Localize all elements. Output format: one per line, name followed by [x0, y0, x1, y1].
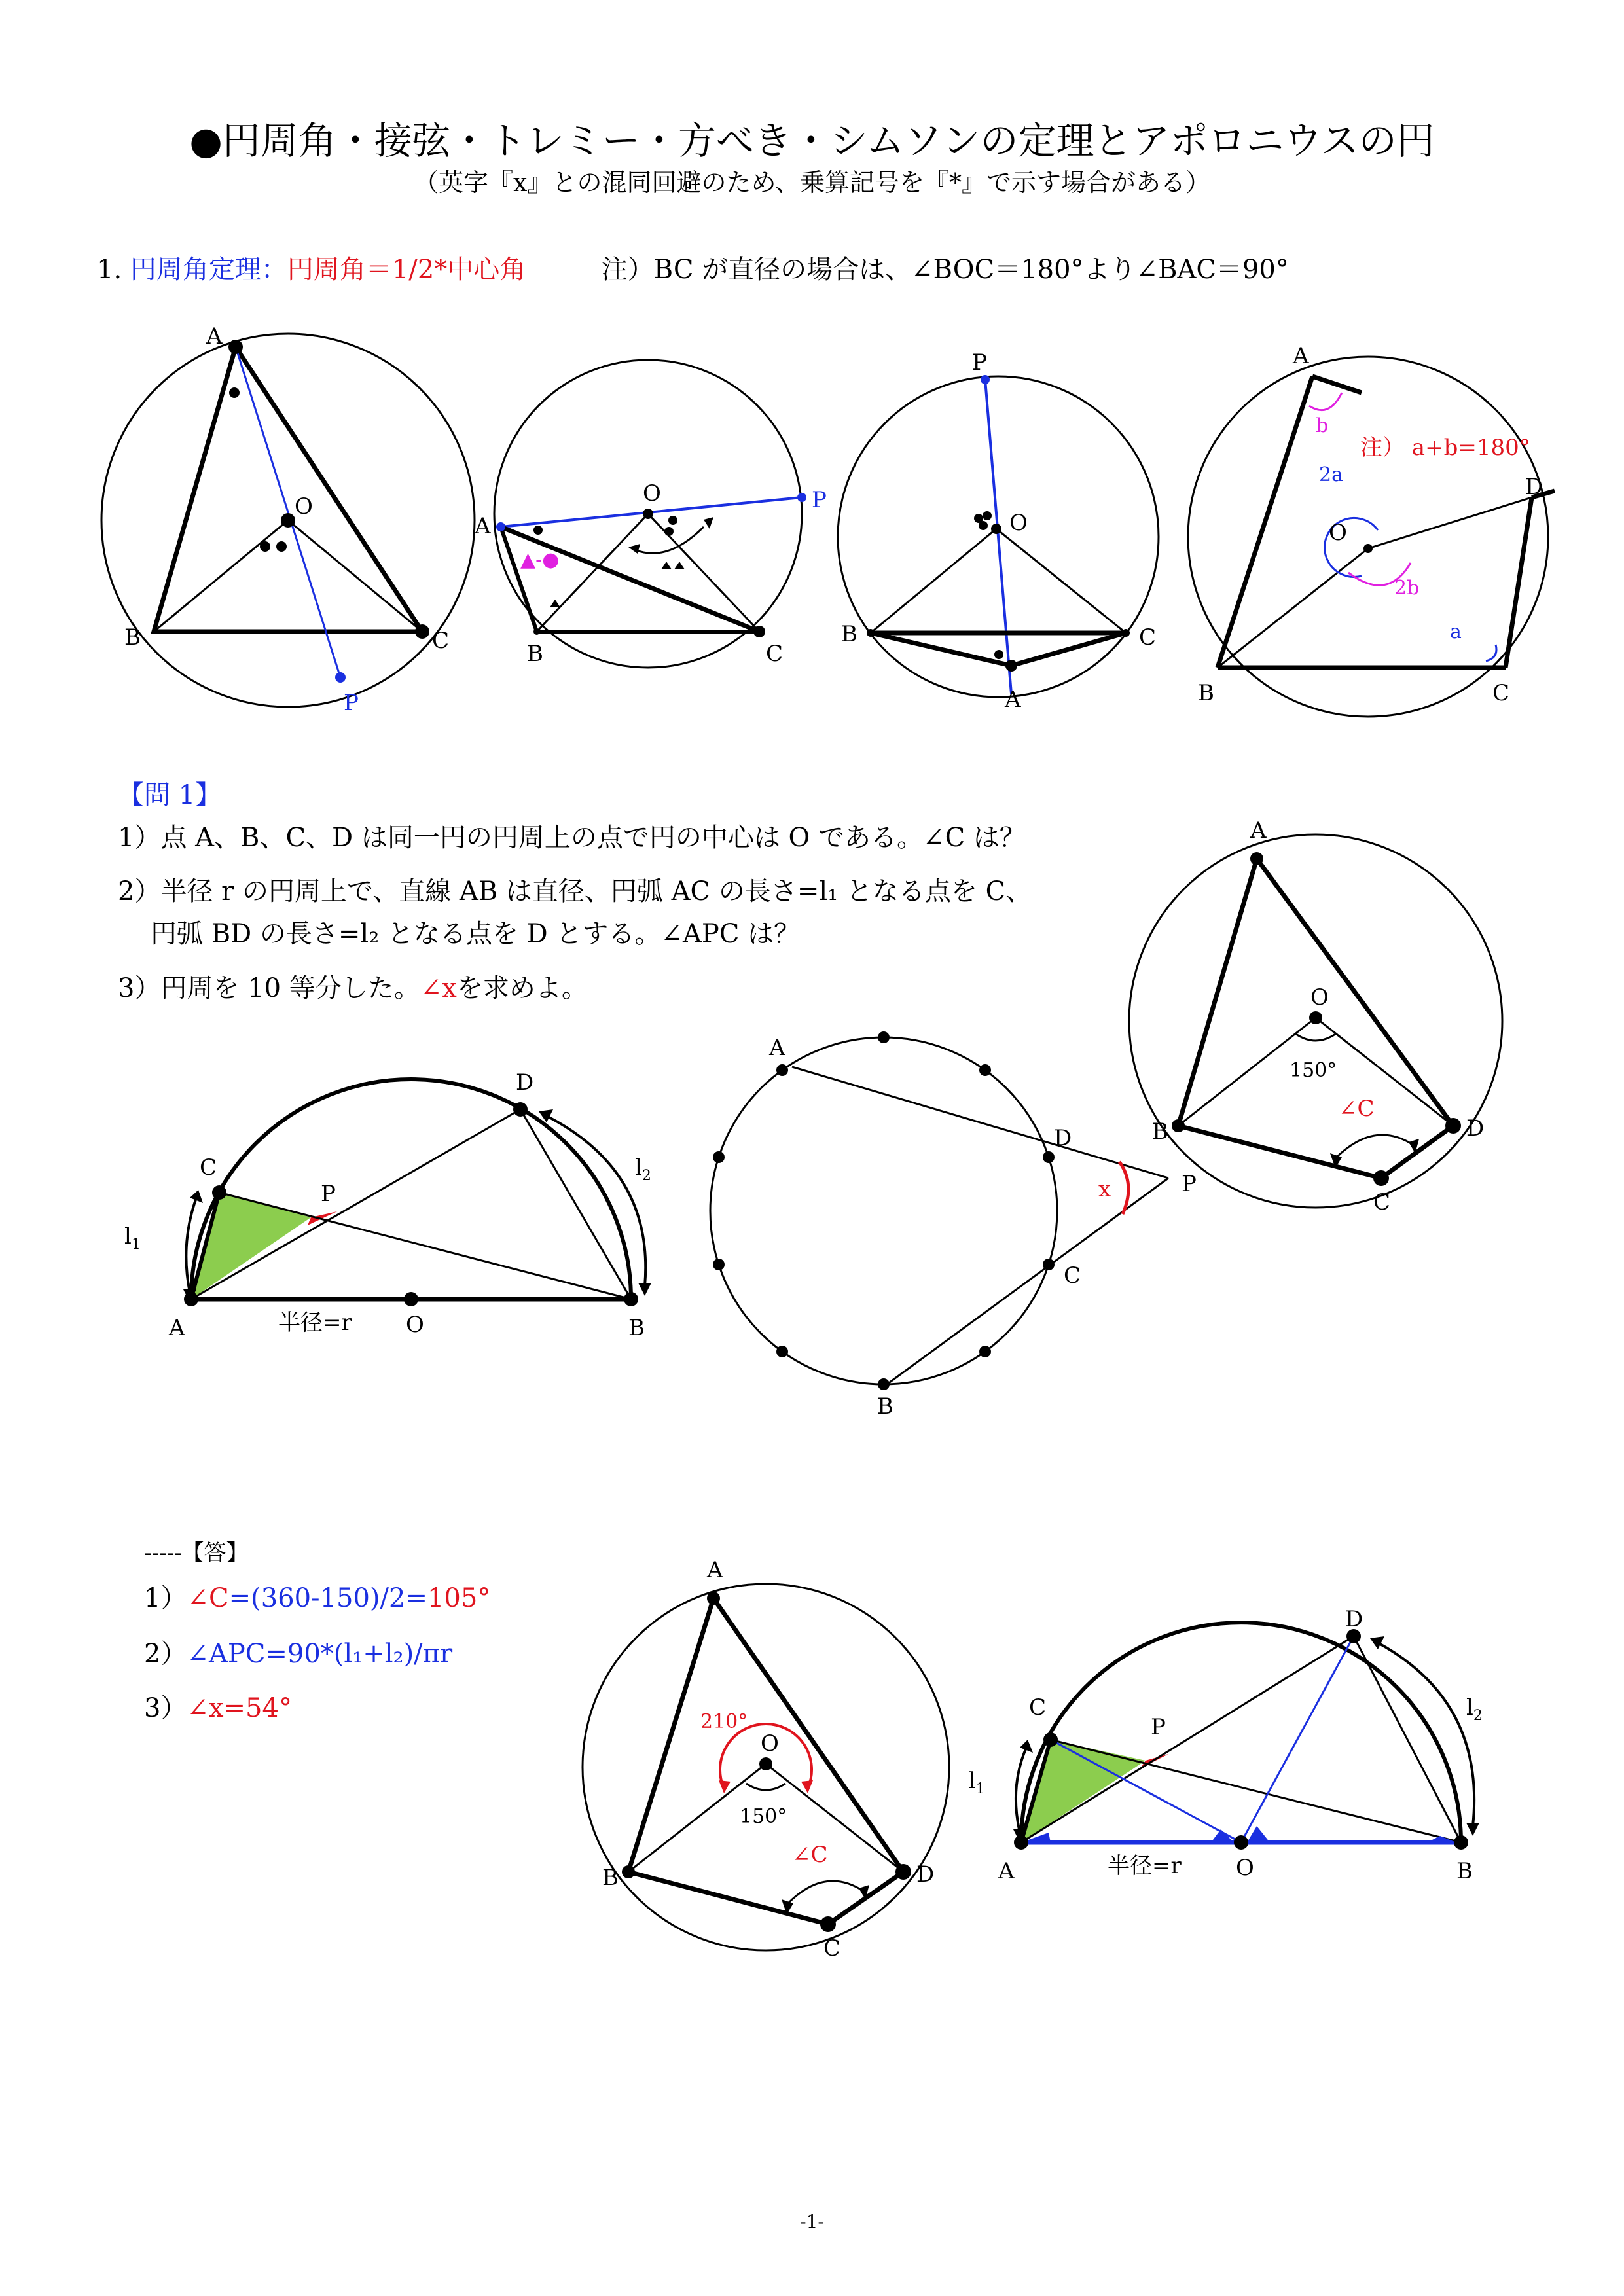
semi-label-radius: 半径=r: [278, 1310, 352, 1336]
q1c-label-a: A: [1250, 817, 1267, 844]
page-subtitle: （英字『x』との混同回避のため、乗算記号を『*』で示す場合がある）: [414, 168, 1210, 197]
section1-formula: 円周角＝1/2*中心角: [287, 255, 526, 285]
figure1-circle: [98, 323, 465, 720]
fig3-label-a: A: [1005, 687, 1021, 713]
ans-s-label-b: B: [1456, 1858, 1473, 1884]
dec-label-x: x: [1098, 1176, 1111, 1202]
answer-2: 2）∠APC=90*(l₁+l₂)/πr: [144, 1639, 453, 1669]
ans-s-label-o: O: [1236, 1855, 1254, 1881]
section1-heading: [97, 249, 1289, 286]
ans-c-label-d: D: [916, 1861, 935, 1888]
page-title: ●円周角・接弦・トレミー・方べき・シムソンの定理とアポロニウスの円: [189, 118, 1435, 163]
fig4-label-a-angle: a: [1450, 620, 1462, 643]
ans-c-label-a: A: [707, 1557, 723, 1583]
semi-label-o: O: [406, 1312, 424, 1338]
ans-c-label-c: C: [823, 1935, 841, 1962]
fig3-label-b: B: [841, 621, 857, 647]
answer-1: 1）∠C=(360-150)/2=105°: [144, 1583, 491, 1613]
ans-c-label-210: 210°: [700, 1710, 748, 1733]
fig2-label-o: O: [643, 480, 661, 507]
problem1-heading: 【問 1】: [118, 780, 222, 810]
fig4-label-2b: 2b: [1394, 577, 1420, 600]
fig3-label-o: O: [1009, 510, 1028, 536]
semicircle-figure: [118, 1067, 694, 1348]
fig1-label-b: B: [124, 624, 141, 651]
ans-s-label-a: A: [998, 1858, 1015, 1884]
circle-q1-figure: [1126, 812, 1519, 1230]
problem1-item3-x: ∠x: [420, 973, 457, 1003]
q1c-label-b: B: [1152, 1119, 1168, 1145]
figure4-circle: [1178, 340, 1545, 720]
fig3-label-p: P: [972, 350, 987, 376]
q1c-label-c: C: [1373, 1189, 1391, 1215]
page-number: -1-: [800, 2211, 824, 2233]
problem1-item2-cont: 円弧 BD の長さ=l₂ となる点を D とする。∠APC は？: [151, 919, 801, 949]
semi-label-p: P: [321, 1181, 336, 1207]
ans-c-label-c-angle: ∠C: [792, 1842, 828, 1868]
section1-note: 注）BC が直径の場合は、∠BOC＝180°より∠BAC＝90°: [601, 255, 1289, 285]
ans-c-label-o: O: [761, 1731, 779, 1757]
dec-label-d: D: [1054, 1125, 1072, 1151]
figure3-circle: [838, 340, 1178, 720]
fig1-label-o: O: [295, 493, 313, 520]
semi-label-a: A: [169, 1315, 185, 1341]
answer-semicircle-figure: [969, 1606, 1545, 1898]
q1c-label-150: 150°: [1290, 1059, 1337, 1082]
fig4-note: 注） a+b=180°: [1360, 435, 1530, 461]
ans-c-label-150: 150°: [740, 1805, 787, 1828]
ans-s-label-p: P: [1151, 1714, 1166, 1740]
fig4-label-d: D: [1525, 474, 1543, 500]
fig4-label-b: B: [1198, 680, 1214, 706]
dec-label-p: P: [1182, 1171, 1197, 1197]
fig4-label-c: C: [1492, 680, 1510, 706]
problem1-item1: 1）点 A、B、C、D は同一円の円周上の点で円の中心は O である。∠C は？: [118, 823, 1026, 853]
svg-text:▲-●: ▲-●: [520, 548, 560, 571]
answer-circle-figure: [576, 1551, 969, 1970]
problem1-item3: 3）円周を 10 等分した。∠xを求めよ。: [118, 973, 588, 1003]
fig2-label-a: A: [475, 513, 491, 539]
ans-s-label-c: C: [1029, 1695, 1047, 1721]
dec-label-c: C: [1064, 1263, 1081, 1289]
semi-label-b: B: [628, 1315, 645, 1341]
fig4-label-a: A: [1293, 343, 1309, 369]
fig4-label-o: O: [1329, 520, 1347, 546]
semi-label-l1: $l_1$: [124, 1223, 141, 1253]
section1-number: 1.: [97, 255, 122, 285]
ans-s-label-radius: 半径=r: [1108, 1853, 1182, 1879]
ans-c-label-b: B: [602, 1865, 619, 1891]
q1c-label-c-angle: ∠C: [1339, 1096, 1375, 1122]
problem1-item2: 2）半径 r の円周上で、直線 AB は直径、円弧 AC の長さ=l₁ となる点を C、: [118, 876, 1032, 906]
figure2-circle: [471, 353, 838, 668]
fig4-label-2a: 2a: [1319, 463, 1343, 486]
fig1-label-c: C: [432, 628, 450, 654]
fig2-label-p: P: [812, 487, 827, 513]
answer-heading: -----【答】: [144, 1540, 249, 1566]
fig1-label-a: A: [206, 323, 223, 350]
dec-label-a: A: [769, 1035, 785, 1061]
semi-label-c: C: [200, 1155, 217, 1181]
ans-s-label-l2: $l_2$: [1466, 1695, 1483, 1724]
semi-label-l2: $l_2$: [635, 1155, 651, 1184]
fig2-label-c: C: [766, 641, 784, 667]
semi-label-d: D: [516, 1069, 534, 1096]
answer-3: 3）∠x=54°: [144, 1693, 292, 1723]
ans-s-label-d: D: [1345, 1606, 1363, 1632]
ans-s-label-l1: $l_1$: [969, 1768, 985, 1797]
fig4-label-b-angle: b: [1316, 414, 1329, 437]
fig2-label-b: B: [527, 641, 543, 667]
q1c-label-d: D: [1466, 1115, 1485, 1141]
q1c-label-o: O: [1310, 984, 1329, 1011]
fig3-label-c: C: [1139, 624, 1157, 651]
fig1-label-p: P: [344, 690, 359, 716]
dec-label-b: B: [877, 1393, 893, 1420]
section1-title: 円周角定理：: [130, 255, 287, 285]
